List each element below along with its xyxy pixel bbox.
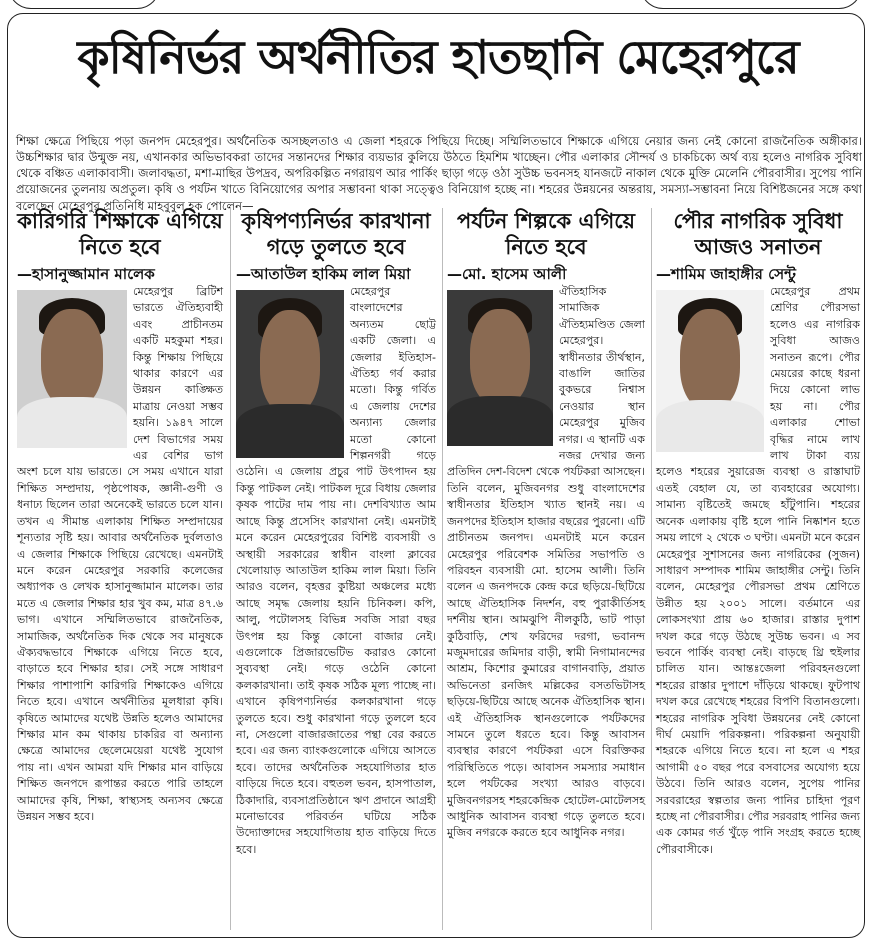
portrait-shirt bbox=[236, 404, 344, 458]
column-2 bbox=[236, 208, 436, 858]
page-tab-right bbox=[640, 0, 862, 9]
column-title: পর্যটন শিল্পকে এগিয়ে নিতে হবে bbox=[456, 208, 636, 259]
portrait-shirt bbox=[447, 396, 553, 446]
column-1 bbox=[17, 208, 223, 825]
column-divider bbox=[230, 208, 231, 930]
portrait-photo bbox=[656, 290, 764, 452]
column-byline: —আতাউল হাকিম লাল মিয়া bbox=[236, 265, 411, 283]
page-tab-left bbox=[8, 0, 160, 9]
column-byline: —হাসানুজ্জামান মালেক bbox=[17, 265, 155, 283]
column-divider bbox=[442, 208, 443, 930]
portrait-photo bbox=[17, 290, 127, 448]
column-body: মেহেরপুর বাংলাদেশের অন্যতম ছোট্ট একটি জেলা। এ জেলার ইতিহাস-ঐতিহ্য গর্ব করার মতো। কিন্তু গর্বিত এ জেলায় দেশের অন্যান্য জেলার মতো কোনো শিল্পনগরী গড়ে ওঠেনি। এ জেলায় প্রচুর পাট উৎপাদন হয় কিন্তু পাটকল নেই। পাটকল দূরে বিধায় জেলার কৃষক পাটের দাম পায় না। দেশবিখ্যাত আম আছে কিন্তু প্রসেসিং কারখানা নেই। এমনটাই মনে করেন মেহেরপুরের বিশিষ্ট ব্যবসায়ী ও অস্থায়ী সরকারের স্বাধীন বাংলা ক্লাবের খেলোয়াড় আতাউল হাকিম লাল মিয়া। তিনি আরও বলেন, বৃহত্তর কুষ্টিয়া অঞ্চলের মধ্যে আছে সমৃদ্ধ জেলায় হয়নি চিনিকল। কপি, আলু, পটোলসহ বিভিন্ন সবজি সারা বছর উৎপন্ন হয় কিন্তু কোনো বাজার নেই। এগুলোকে প্রিজারভেটিভ করারও কোনো সুব্যবস্থা নেই। গড়ে ওঠেনি কোনো কলকারখানা। তাই কৃষক সঠিক মূল্য পাচ্ছে না। এখানে কৃষিপণ্যনির্ভর কলকারখানা গড়ে তুলতে হবে। শুধু কারখানা গড়ে তুললে হবে না, সেগুলো বাজারজাতের পন্থা বের করতে হবে। এর জন্য ব্যাংকগুলোকে এগিয়ে আসতে হবে। তাদের অর্থনৈতিক সহযোগিতার হাত বাড়িয়ে দিতে হবে। বহুতল ভবন, হাসপাতাল, ঠিকাদারি, ব্যবসাপ্রতিষ্ঠানে ঋণ প্রদানে আগ্রহী মনোভাবের পরিবর্তন ঘটিয়ে সঠিক উদ্যোক্তাদের সহযোগিতায় হাত বাড়িয়ে দিতে হবে। bbox=[236, 285, 436, 856]
column-title: কৃষিপণ্যনির্ভর কারখানা গড়ে তুলতে হবে bbox=[241, 208, 431, 259]
portrait-face bbox=[680, 309, 740, 409]
portrait-photo bbox=[236, 290, 344, 458]
column-body: মেহেরপুর ব্রিটিশ ভারতে ঐতিহ্যবাহী এবং প্রাচীনতম একটি মহকুমা শহর। কিন্তু শিক্ষায় পিছিয়ে থাকার কারণে এর উন্নয়ন কাঙ্ক্ষিত মাত্রায় নেওয়া সম্ভব হয়নি। ১৯৪৭ সালে দেশ বিভাগের সময় এর বেশির ভাগ অংশ চলে যায় ভারতে। সে সময় এখানে যারা শিক্ষিত সম্প্রদায়, পৃষ্ঠপোষক, জ্ঞানী-গুণী ও ধনাঢ্য ছিলেন তারা অনেকেই ভারতে চলে যান। তখন এ সীমান্ত এলাকায় শিক্ষিত সম্প্রদায়ের শূন্যতার সৃষ্টি হয়। আবার অর্থনৈতিক দুর্বলতাও এ জেলার শিক্ষাকে পিছিয়ে রেখেছে। এমনটাই মনে করেন মেহেরপুর সরকারি কলেজের অধ্যাপক ও লেখক হাসানুজ্জামান মালেক। তার মতে এ জেলার শিক্ষার হার খুব কম, মাত্র ৪৭.৬ ভাগ। এখানে সম্মিলিতভাবে রাজনৈতিক, সামাজিক, অর্থনৈতিক দিক থেকে সব মানুষকে ঐক্যবদ্ধভাবে শিক্ষাকে এগিয়ে নিতে হবে, বাড়াতে হবে শিক্ষার হার। সেই সঙ্গে সাধারণ শিক্ষার পাশাপাশি কারিগরি শিক্ষাকেও এগিয়ে নিতে হবে। এখানে অর্থনীতির মূলধারা কৃষি। কৃষিতে আমাদের যথেষ্ট উন্নতি হলেও আমাদের শিক্ষার মান কম থাকায় চাকরির বা অন্যান্য ক্ষেত্রে আমাদের ছেলেমেয়েরা যথেষ্ট সুযোগ পায় না। এখন আমরা যদি শিক্ষার মান বাড়িয়ে শিক্ষিত জনপদে রূপান্তর করতে পারি তাহলে আমাদের কৃষি, শিক্ষা, স্বাস্থ্যসহ অন্যসব ক্ষেত্রে উন্নয়ন সম্ভব হবে। bbox=[17, 285, 223, 823]
article-intro: শিক্ষা ক্ষেত্রে পিছিয়ে পড়া জনপদ মেহেরপুর। অর্থনৈতিক অসচ্ছলতাও এ জেলা শহরকে পিছিয়ে দিচ্ছে। সম্মিলিতভাবে শিক্ষাকে এগিয়ে নেয়ার জন্য নেই কোনো রাজনৈতিক অঙ্গীকার। উচ্চশিক্ষার দ্বার উন্মুক্ত নয়, এখানকার অভিভাবকরা তাদের সন্তানদের শিক্ষার ব্যয়ভার কুলিয়ে উঠতে হিমশিম খাচ্ছেন। পৌর এলাকার সৌন্দর্য ও চাকচিক্যে অর্থ ব্যয় হলেও নাগরিক সুবিধা থেকে বঞ্চিত এলাকাবাসী। জলাবদ্ধতা, মশা-মাছির উপদ্রব, অপরিকল্পিত নগরায়ণ আর পার্কিং ছাড়া গড়ে ওঠা সুউচ্চ ভবনসহ যানজটে নাকাল থেকে মুক্তি মেলেনি পৌরবাসীর। সুপেয় পানি প্রয়োজনের তুলনায় অপ্রতুল। কৃষি ও পর্যটন খাতে বিনিয়োগের অপার সম্ভাবনা থাকা সত্ত্বেও বিনিয়োগ হচ্ছে না। শহরের উন্নয়নের অন্তরায়, সমস্যা-সম্ভাবনা নিয়ে বিশিষ্টজনের সঙ্গে কথা বলেছেন মেহেরপুর প্রতিনিধি মাহবুবুল হক পোলেন— bbox=[16, 133, 862, 213]
column-title: কারিগরি শিক্ষাকে এগিয়ে নিতে হবে bbox=[17, 208, 223, 259]
column-divider bbox=[651, 208, 652, 930]
column-byline: —শামিম জাহাঙ্গীর সেন্টু bbox=[656, 265, 796, 283]
portrait-face bbox=[41, 309, 103, 407]
column-title: পৌর নাগরিক সুবিধা আজও সনাতন bbox=[673, 208, 843, 259]
column-4 bbox=[656, 208, 860, 858]
column-3 bbox=[447, 208, 645, 842]
column-body: মেহেরপুর প্রথম শ্রেণির পৌরসভা হলেও এর নাগরিক সুবিধা আজও সনাতন রূপে। পৌর মেয়রের কাছে ধরনা দিয়ে কোনো লাভ হয় না। পৌর এলাকার শোভা বৃদ্ধির নামে লাখ লাখ টাকা ব্যয় হলেও শহরের সুয়ারেজ ব্যবস্থা ও রাস্তাঘাট এতই বেহাল যে, তা ব্যবহারের অযোগ্য। সামান্য বৃষ্টিতেই জমছে হাঁটুপানি। শহরের অনেক এলাকায় বৃষ্টি হলে পানি নিষ্কাশন হতে সময় লাগে ২ থেকে ৩ ঘণ্টা। এমনটা মনে করেন মেহেরপুর সুশাসনের জন্য নাগরিকের (সুজন) সাধারণ সম্পাদক শামিম জাহাঙ্গীর সেন্টু। তিনি বলেন, মেহেরপুর পৌরসভা প্রথম শ্রেণিতে উন্নীত হয় ২০০১ সালে। বর্তমানে এর লোকসংখ্যা প্রায় ৬০ হাজার। রাস্তার দুপাশ দখল করে গড়ে উঠছে সুউচ্চ ভবন। এ সব ভবনে পার্কিং ব্যবস্থা নেই। বাড়ছে থ্রি হুইলার চালিত যান। আন্তঃজেলা পরিবহনগুলো শহরের রাস্তার দুপাশে দাঁড়িয়ে থাকছে। ফুটপাথ দখল করে রেখেছে শহরের বিপণি বিতানগুলো। শহরের নাগরিক সুবিধা উন্নয়নের নেই কোনো দীর্ঘ মেয়াদি পরিকল্পনা। পরিকল্পনা অনুযায়ী শহরকে এগিয়ে নিতে হবে। না হলে এ শহর আগামী ৫০ বছর পরে বসবাসের অযোগ্য হয়ে উঠবে। তিনি আরও বলেন, সুপেয় পানির সরবরাহের স্বল্পতার জন্য পানির চাহিদা পূরণ হচ্ছে না পৌরবাসীর। পৌর সরবরাহ পানির জন্য এক কোমর গর্ত খুঁড়ে পানি সংগ্রহ করতে হচ্ছে পৌরবাসীকে। bbox=[656, 285, 860, 856]
portrait-shirt bbox=[656, 400, 764, 452]
portrait-shirt bbox=[17, 397, 127, 448]
portrait-photo bbox=[447, 290, 553, 446]
column-byline: —মো. হাসেম আলী bbox=[447, 265, 567, 283]
column-body: ঐতিহাসিক সামাজিক ঐতিহ্যমণ্ডিত জেলা মেহেরপুর। স্বাধীনতার তীর্থস্থান, বাঙালি জাতির বুকভরে নিশ্বাস নেওয়ার স্থান মেহেরপুর মুজিব নগর। এ স্থানটি এক নজর দেখার জন্য প্রতিদিন দেশ-বিদেশ থেকে পর্যটকরা আসছেন। তিনি বলেন, মুজিবনগর শুধু বাংলাদেশের স্বাধীনতার ইতিহাস খ্যাত স্থানই নয়। এ জনপদের ইতিহাস হাজার বছরের পুরনো। এটি প্রাচীনতম জনপদ। এমনটাই মনে করেন মেহেরপুর পরিবেশক সমিতির সভাপতি ও পরিবহন ব্যবসায়ী মো. হাসেম আলী। তিনি বলেন এ জনপদকে কেন্দ্র করে ছড়িয়ে-ছিটিয়ে আছে ঐতিহাসিক নিদর্শন, বহু পুরাকীর্তিসহ দর্শনীয় স্থান। আমঝুপি নীলকুঠি, ভাট পাড়া কুঠিবাড়ি, শেখ ফরিদের দরগা, ভবানন্দ মজুমদারের জমিদার বাড়ী, স্বামী নিগামানন্দের আশ্রম, কিশোর কুমারের বাগানবাড়ি, প্রয়াত অভিনেতা রনজিৎ মল্লিকের বসতভিটাসহ ছড়িয়ে-ছিটিয়ে আছে অনেক ঐতিহাসিক স্থান। এই ঐতিহাসিক স্থানগুলোকে পর্যটকদের সামনে তুলে ধরতে হবে। কিন্তু আবাসন ব্যবস্থার কারণে পর্যটকরা এসে বিরক্তিকর পরিস্থিতিতে পড়ে। আবাসন সমস্যার সমাধান হলে পর্যটকের সংখ্যা আরও বাড়বে। মুজিবনগরসহ শহরকেন্দ্রিক হোটেল-মোটেলসহ আধুনিক আবাসন ব্যবস্থা গড়ে তুলতে হবে। মুজিব নগরকে করতে হবে আধুনিক নগর। bbox=[447, 285, 645, 840]
portrait-face bbox=[470, 309, 529, 406]
article-headline: কৃষিনির্ভর অর্থনীতির হাতছানি মেহেরপুরে bbox=[77, 30, 799, 84]
portrait-face bbox=[260, 310, 320, 414]
